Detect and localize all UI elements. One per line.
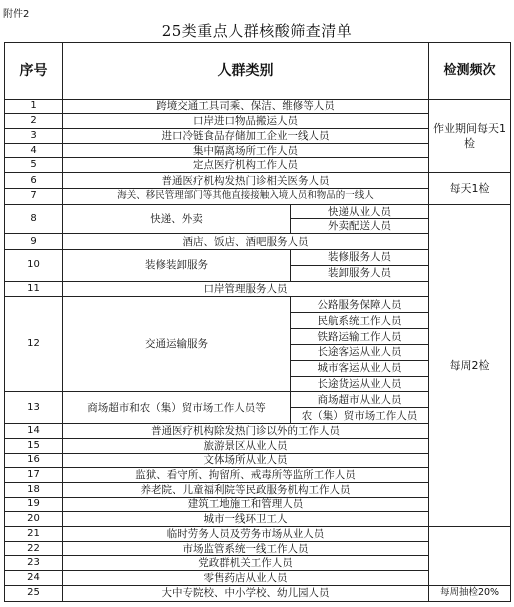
row-number: 2 [5, 114, 63, 129]
row-number: 5 [5, 158, 63, 173]
row-subcategory: 城市客运从业人员 [291, 360, 429, 376]
row-number: 17 [5, 468, 63, 483]
row-category: 市场监管系统一线工作人员 [63, 541, 429, 556]
table-row [5, 571, 511, 586]
table-header-row [5, 43, 511, 100]
header-no: 序号 [5, 43, 63, 100]
row-category: 监狱、看守所、拘留所、戒毒所等监所工作人员 [63, 468, 429, 483]
row-number: 18 [5, 482, 63, 497]
row-number: 15 [5, 438, 63, 453]
row-number: 21 [5, 527, 63, 542]
header-frequency: 检测频次 [429, 43, 511, 100]
row-subcategory: 铁路运输工作人员 [291, 329, 429, 345]
row-number: 14 [5, 424, 63, 439]
row-category: 临时劳务人员及劳务市场从业人员 [63, 527, 429, 542]
row-category: 建筑工地施工和管理人员 [63, 497, 429, 512]
row-category: 口岸进口物品搬运人员 [63, 114, 429, 129]
screening-table [4, 42, 511, 602]
table-row [5, 204, 511, 219]
row-subcategory: 长途客运从业人员 [291, 344, 429, 360]
row-subcategory: 商场超市从业人员 [291, 392, 429, 408]
row-category: 跨境交通工具司乘、保洁、维修等人员 [63, 99, 429, 114]
row-number: 19 [5, 497, 63, 512]
row-subcategory: 公路服务保障人员 [291, 297, 429, 313]
row-subcategory: 长途货运从业人员 [291, 376, 429, 392]
frequency-cell: 每周2检 [429, 204, 511, 526]
table-row [5, 527, 511, 542]
row-number: 8 [5, 204, 63, 233]
row-category: 海关、移民管理部门等其他直接接触入境人员和物品的一线人 [63, 188, 429, 204]
row-subcategory: 装卸服务人员 [291, 265, 429, 281]
row-subcategory: 快递从业人员 [291, 204, 429, 219]
row-category: 党政群机关工作人员 [63, 556, 429, 571]
row-category: 进口冷链食品存储加工企业一线人员 [63, 128, 429, 143]
row-number: 9 [5, 234, 63, 250]
row-category: 城市一线环卫工人 [63, 512, 429, 527]
row-number: 12 [5, 297, 63, 392]
row-category: 商场超市和农（集）贸市场工作人员等 [63, 392, 291, 424]
row-number: 16 [5, 453, 63, 468]
row-subcategory: 民航系统工作人员 [291, 313, 429, 329]
row-category: 集中隔离场所工作人员 [63, 143, 429, 158]
row-category: 交通运输服务 [63, 297, 291, 392]
row-subcategory: 农（集）贸市场工作人员 [291, 408, 429, 424]
table-row [5, 585, 511, 601]
header-category: 人群类别 [63, 43, 429, 100]
row-category: 定点医疗机构工作人员 [63, 158, 429, 173]
attachment-label: 附件2 [3, 9, 30, 20]
row-category: 酒店、饭店、酒吧服务人员 [63, 234, 429, 250]
row-number: 22 [5, 541, 63, 556]
row-category: 大中专院校、中小学校、幼儿园人员 [63, 585, 429, 601]
row-number: 10 [5, 249, 63, 281]
row-number: 13 [5, 392, 63, 424]
table-row [5, 99, 511, 114]
row-category: 零售药店从业人员 [63, 571, 429, 586]
row-category: 快递、外卖 [63, 204, 291, 233]
row-category: 文体场所从业人员 [63, 453, 429, 468]
row-category: 装修装卸服务 [63, 249, 291, 281]
row-category: 普通医疗机构除发热门诊以外的工作人员 [63, 424, 429, 439]
row-number: 25 [5, 585, 63, 601]
row-number: 3 [5, 128, 63, 143]
row-number: 11 [5, 281, 63, 297]
row-category: 普通医疗机构发热门诊相关医务人员 [63, 173, 429, 189]
row-category: 旅游景区从业人员 [63, 438, 429, 453]
row-number: 1 [5, 99, 63, 114]
page-title: 25类重点人群核酸筛查清单 [161, 22, 353, 40]
row-subcategory: 外卖配送人员 [291, 219, 429, 234]
frequency-cell: 每周抽检20% [429, 585, 511, 601]
frequency-cell: 作业期间每天1检 [429, 99, 511, 173]
row-category: 养老院、儿童福利院等民政服务机构工作人员 [63, 482, 429, 497]
table-row [5, 173, 511, 189]
row-number: 7 [5, 188, 63, 204]
row-number: 24 [5, 571, 63, 586]
row-number: 20 [5, 512, 63, 527]
row-number: 6 [5, 173, 63, 189]
row-number: 4 [5, 143, 63, 158]
table-row [5, 541, 511, 556]
table-row [5, 556, 511, 571]
frequency-cell: 每天1检 [429, 173, 511, 205]
row-subcategory: 装修服务人员 [291, 249, 429, 265]
row-number: 23 [5, 556, 63, 571]
row-category: 口岸管理服务人员 [63, 281, 429, 297]
